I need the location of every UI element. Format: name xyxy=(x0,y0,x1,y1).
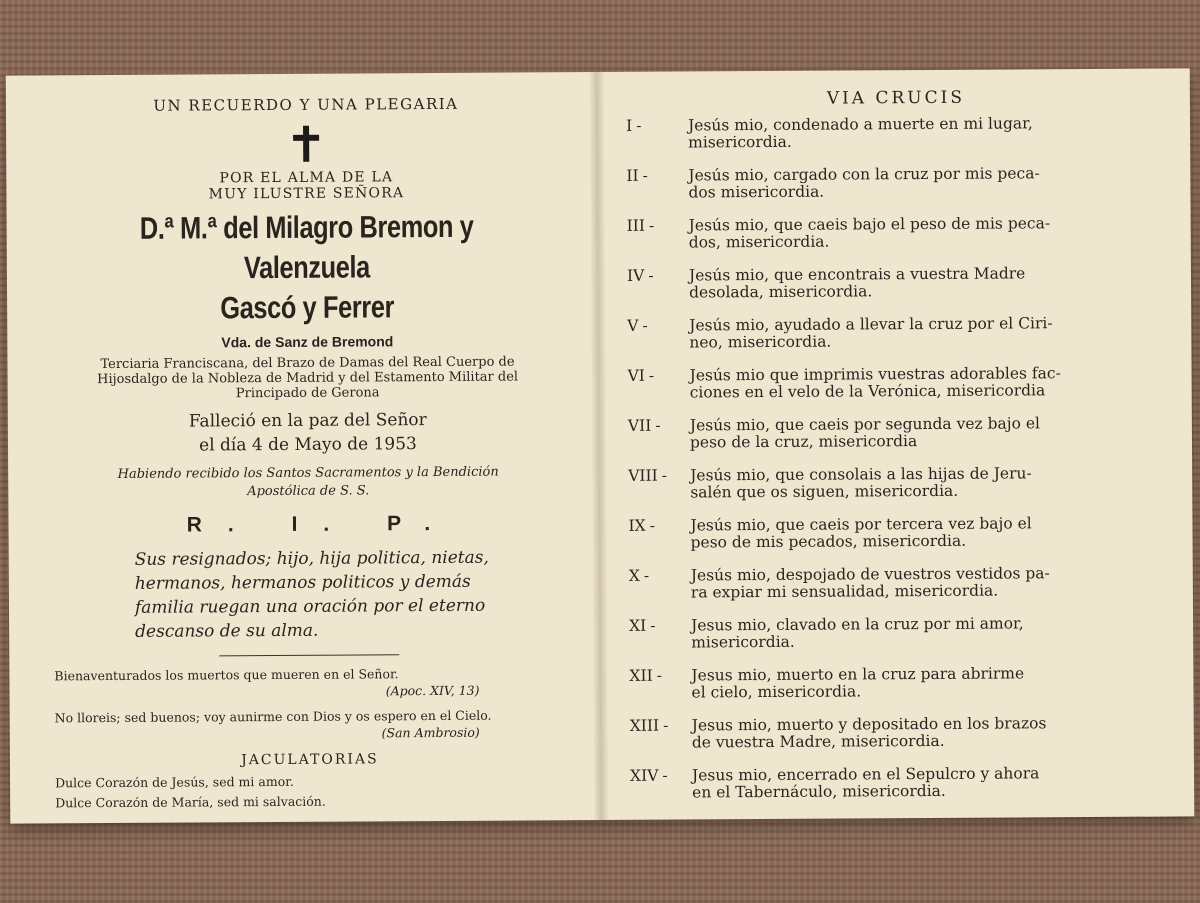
station-text xyxy=(690,415,1168,452)
station-dash: - xyxy=(662,766,668,785)
deceased-name-line-2: Gascó y Ferrer xyxy=(220,289,395,326)
station-line: Jesús mio, cargado con la cruz por mis peca- xyxy=(688,164,1040,185)
station-item xyxy=(628,365,1168,402)
station-number xyxy=(630,717,692,751)
right-panel xyxy=(626,87,1170,810)
station-line: ciones en el velo de la Verónica, misericordia xyxy=(689,381,1046,402)
station-numeral: I xyxy=(625,116,633,135)
station-line: Jesús mio, que caeis por tercera vez bajo el xyxy=(690,514,1032,535)
station-line: dos misericordia. xyxy=(688,182,825,202)
station-line: peso de la cruz, misericordia xyxy=(689,432,918,452)
station-number xyxy=(628,467,690,501)
death-date: el día 4 de Mayo de 1953 xyxy=(199,434,417,456)
family-message xyxy=(29,545,590,644)
station-item xyxy=(628,515,1168,552)
jaculatoria-item: Dulce Corazón de Jesús, sed mi amor. xyxy=(55,773,294,791)
station-numeral: IV xyxy=(626,266,645,285)
station-item xyxy=(629,665,1169,702)
station-numeral: IX xyxy=(628,516,646,535)
station-line: Jesús mio, que consolais a las hijas de Jeru- xyxy=(690,464,1032,485)
station-line: salén que os siguen, misericordia. xyxy=(690,481,959,502)
station-line: neo, misericordia. xyxy=(689,332,832,352)
latin-cross-icon xyxy=(293,126,319,162)
station-item xyxy=(626,165,1166,202)
station-item xyxy=(630,765,1170,802)
station-number xyxy=(629,667,691,701)
deceased-name-line-1: D.ª M.ª del Milagro Bremon y Valenzuela xyxy=(139,208,474,286)
station-item xyxy=(628,465,1168,502)
station-item xyxy=(630,715,1170,752)
description-line: Terciaria Franciscana, del Brazo de Damas del Real Cuerpo de xyxy=(100,354,515,373)
station-text xyxy=(689,265,1167,302)
station-dash: - xyxy=(643,566,650,585)
station-numeral: XI xyxy=(629,616,647,635)
station-dash: - xyxy=(648,266,654,285)
death-line-1: Falleció en la paz del Señor xyxy=(188,410,427,432)
jaculatorias-list xyxy=(30,770,590,813)
station-line: misericordia. xyxy=(691,632,795,652)
station-number xyxy=(628,367,690,401)
station-dash: - xyxy=(648,216,655,235)
station-line: el cielo, misericordia. xyxy=(691,682,862,702)
station-dash: - xyxy=(655,416,661,435)
station-number xyxy=(630,767,692,801)
station-numeral: VIII xyxy=(628,466,658,485)
station-numeral: X xyxy=(628,566,640,585)
station-numeral: VI xyxy=(627,366,645,385)
station-dash: - xyxy=(650,616,656,635)
station-numeral: XII xyxy=(629,666,653,685)
station-numeral: VII xyxy=(627,416,652,435)
station-text xyxy=(692,765,1170,802)
station-line: Jesus mio, muerto en la cruz para abrirme xyxy=(691,664,1025,685)
station-line: desolada, misericordia. xyxy=(689,282,873,302)
station-text xyxy=(689,215,1167,252)
station-line: Jesus mio, clavado en la cruz por mi amor, xyxy=(691,614,1024,635)
station-number xyxy=(627,267,689,301)
stations-list xyxy=(626,115,1170,802)
widow-line: Vda. de Sanz de Bremond xyxy=(221,333,394,351)
station-line: Jesus mio, encerrado en el Sepulcro y ahora xyxy=(691,764,1040,785)
station-line: ra expiar mi sensualidad, misericordia. xyxy=(690,581,999,602)
divider xyxy=(219,654,399,656)
for-soul-line-2: MUY ILUSTRE SEÑORA xyxy=(208,185,405,203)
station-item xyxy=(629,615,1169,652)
description xyxy=(27,354,587,402)
family-line: descanso de su alma. xyxy=(135,620,319,642)
station-number xyxy=(626,117,688,151)
station-line: Jesús mio, condenado a muerte en mi lugar, xyxy=(687,114,1033,135)
sacraments-line-1: Habiendo recibido los Santos Sacramentos y la Bendición xyxy=(117,464,499,482)
station-numeral: XIII xyxy=(629,716,660,735)
station-line: peso de mis pecados, misericordia. xyxy=(690,531,967,552)
family-line: familia ruegan una oración por el eterno xyxy=(134,595,486,618)
station-dash: - xyxy=(649,516,655,535)
memorial-card xyxy=(6,68,1195,823)
station-number xyxy=(628,417,690,451)
family-line: hermanos, hermanos politicos y demás xyxy=(134,571,471,594)
card-heading: UN RECUERDO Y UNA PLEGARIA xyxy=(153,94,459,115)
station-number xyxy=(629,617,691,651)
station-text xyxy=(688,165,1166,202)
quote-text: Bienaventurados los muertos que mueren en el Señor. xyxy=(54,666,399,684)
station-number xyxy=(628,517,690,551)
station-text xyxy=(690,465,1168,502)
station-dash: - xyxy=(663,716,669,735)
family-line: Sus resignados; hijo, hija politica, nietas, xyxy=(134,547,489,570)
description-line: Hijosdalgo de la Nobleza de Madrid y del Estamento Militar del xyxy=(97,369,519,388)
station-text xyxy=(691,565,1169,602)
station-number xyxy=(629,567,691,601)
quote-apocalypse xyxy=(29,664,589,701)
station-dash: - xyxy=(642,316,648,335)
via-crucis-title: VIA CRUCIS xyxy=(826,87,966,109)
station-line: en el Tabernáculo, misericordia. xyxy=(692,781,946,802)
station-line: Jesús mio, ayudado a llevar la cruz por el Ciri- xyxy=(689,314,1053,335)
station-numeral: II xyxy=(626,166,639,185)
card-fold xyxy=(590,72,609,820)
rip-text: R. I. P. xyxy=(186,511,457,537)
station-dash: - xyxy=(636,116,642,135)
station-item xyxy=(627,315,1167,352)
death-notice xyxy=(28,407,588,458)
station-line: de vuestra Madre, misericordia. xyxy=(691,731,945,752)
jaculatoria-item: Dulce Corazón de María, sed mi salvación. xyxy=(55,793,326,811)
station-numeral: XIV xyxy=(629,766,659,785)
station-item xyxy=(626,115,1166,152)
station-number xyxy=(627,217,689,251)
station-line: Jesús mio, despojado de vuestros vestidos pa- xyxy=(690,564,1050,585)
sacraments-note xyxy=(28,463,588,502)
station-line: Jesús mio, que caeis bajo el peso de mis peca- xyxy=(688,214,1051,235)
station-line: Jesús mio, que caeis por segunda vez bajo el xyxy=(689,414,1040,435)
station-item xyxy=(628,415,1168,452)
quote-source: (Apoc. XIV, 13) xyxy=(385,682,480,699)
station-item xyxy=(627,265,1167,302)
quote-text: No lloreis; sed buenos; voy aunirme con Dios y os espero en el Cielo. xyxy=(54,707,492,726)
station-numeral: III xyxy=(626,216,646,235)
station-text xyxy=(688,115,1166,152)
station-line: Jesús mio que imprimis vuestras adorables fac- xyxy=(689,364,1061,385)
quote-source: (San Ambrosio) xyxy=(381,724,480,741)
station-item xyxy=(629,565,1169,602)
station-text xyxy=(691,665,1169,702)
left-panel xyxy=(26,90,590,813)
station-line: dos, misericordia. xyxy=(688,232,830,252)
station-text xyxy=(690,515,1168,552)
for-soul-line-1: POR EL ALMA DE LA xyxy=(219,169,394,187)
station-text xyxy=(689,315,1167,352)
station-line: Jesus mio, muerto y depositado en los brazos xyxy=(691,714,1047,735)
station-line: Jesús mio, que encontrais a vuestra Madre xyxy=(688,264,1026,285)
station-number xyxy=(627,317,689,351)
description-line: Principado de Gerona xyxy=(235,385,380,402)
sacraments-line-2: Apostólica de S. S. xyxy=(247,483,370,500)
station-dash: - xyxy=(642,166,648,185)
station-line: misericordia. xyxy=(688,132,792,152)
station-dash: - xyxy=(661,466,668,485)
station-dash: - xyxy=(656,666,662,685)
jaculatorias-title: JACULATORIAS xyxy=(241,751,379,769)
station-numeral: V xyxy=(627,316,639,335)
quote-ambrosio xyxy=(30,706,590,743)
station-number xyxy=(626,167,688,201)
station-dash: - xyxy=(648,366,655,385)
station-item xyxy=(627,215,1167,252)
station-text xyxy=(690,365,1168,402)
station-text xyxy=(692,715,1170,752)
station-text xyxy=(691,615,1169,652)
